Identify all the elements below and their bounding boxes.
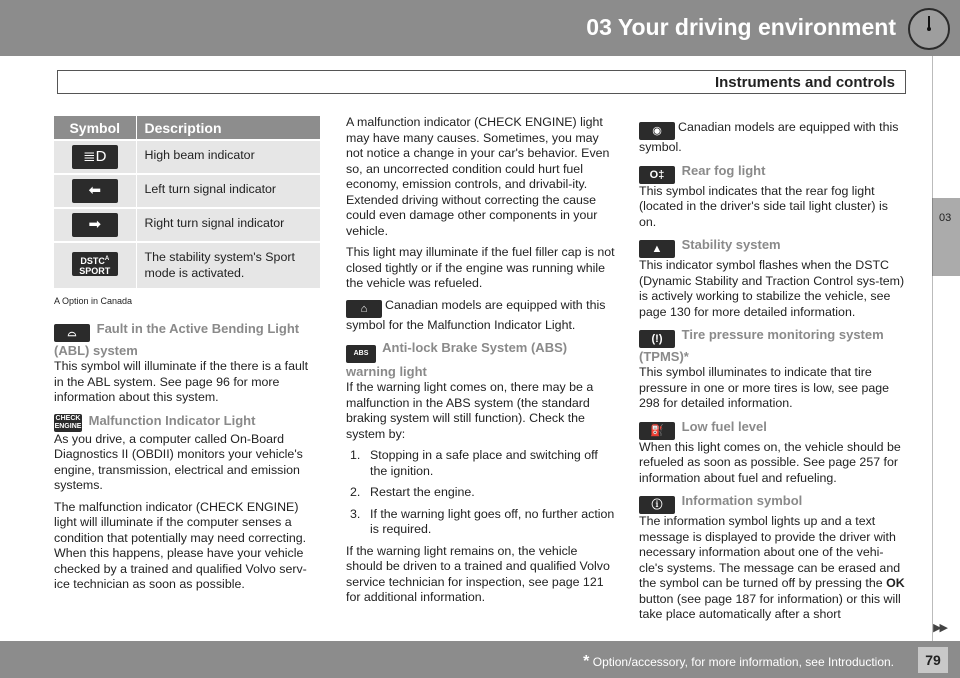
abl-heading-2: (ABL) system [54,343,138,358]
ok-button-label: OK [886,576,905,590]
mil-section [54,412,320,593]
check-engine-icon: CHECK ENGINE [54,414,82,430]
mil-heading: Malfunction Indicator Light [88,412,256,428]
page-number: 79 [918,647,948,673]
table-cell-description: Right turn signal indicator [136,208,320,242]
tpms-paragraph: This symbol illuminates to indicate that tire pressure in one or more tires is low, see page 298 for detailed information. [639,365,890,410]
stability-paragraph: This indicator symbol flashes when the DSTC (Dynamic Stability and Traction Control sys-tem) is actively working to stabilize the vehicle, see page 130 for more detailed information. [639,258,905,319]
table-cell-description: High beam indicator [136,140,320,174]
table-row [54,208,320,242]
active-bending-light-icon: ⌓ [54,324,90,342]
fog-paragraph: This symbol indicates that the rear fog light (located in the driver's side tail light cluster) is on. [639,183,888,229]
table-cell-description: Left turn signal indicator [136,174,320,208]
column-2 [346,115,616,612]
chapter-tab-label: 03 [939,212,952,224]
table-footnote: A Option in Canada [54,296,133,306]
abs-icon: ABS [346,345,376,363]
tpms-heading-2: (TPMS)* [639,349,689,364]
symbol-column-header: Symbol [54,116,136,140]
fuel-cap-paragraph: This light may illuminate if the fuel filler cap is not closed tightly or if the engine was running while the vehicle was refueled. [346,245,615,290]
abs-steps-list [346,448,616,538]
list-item: 2. Restart the engine. [350,485,475,499]
canadian-symbol-text: Canadian models are equipped with this symbol. [639,120,899,154]
speedometer-icon [908,8,950,50]
section-header [57,70,906,94]
abl-section [54,320,320,406]
list-item: 3. If the warning light goes off, no further action is required. [350,506,615,536]
fuel-paragraph: When this light comes on, the vehicle should be refueled as soon as possible. See page 257 for information about fuel and refueling. [639,439,901,485]
canadian-mil-text: Canadian models are equipped with this symbol for the Malfunction Indicator Light. [346,297,606,332]
abl-heading: Fault in the Active Bending Light [96,321,300,336]
info-paragraph: The information symbol lights up and a text message is displayed to provide the driver with necessary information about one of the vehi-cle's systems. The message can be erased and the symbol can be turned off by pressing the OK button (see page 187 for information) or this will take place automatically after a short [639,514,905,621]
engine-outline-icon: ⌂ [346,300,382,318]
dstc-sport-icon: $DSTC^A$ SPORT [72,252,118,276]
rear-fog-light-icon: O‡ [639,166,675,184]
fuel-heading: Low fuel level [681,418,767,434]
footer-note: * Option/accessory, for more information, see Introduction. [583,653,894,670]
abl-text: This symbol will illuminate if the there is a fault in the ABL system. See page 96 for more information about this system. [54,359,309,404]
mil-paragraph-2: The malfunction indicator (CHECK ENGINE) light will illuminate if the computer senses a condition that potentially may need correcting. When this happens, please have your vehicle checked by a trained and qualified Volvo serv-ice technician as soon as possible. [54,499,307,591]
table-row [54,242,320,288]
abs-paragraph: If the warning light comes on, there may be a malfunction in the ABS system (the standard braking system will still function). Check the system by: [346,380,594,441]
stability-triangle-icon: ▲ [639,240,675,258]
page-title: 03 Your driving environment [586,14,896,40]
mil-paragraph-3: A malfunction indicator (CHECK ENGINE) light may have many causes. Sometimes, you may not notice a change in your car's behavior. Even so, an uncorrected condition could hurt fuel economy, emission controls, and drivabil-ity. Extended driving without correcting the cause could even damage other components in your vehicle. [346,115,610,238]
header-band [0,0,960,56]
continue-arrows-icon: ▶▶ [933,622,946,634]
table-row [54,140,320,174]
description-column-header: Description [136,116,320,140]
left-turn-arrow-icon: ⬅ [72,179,118,203]
abs-heading-2: warning light [346,364,427,379]
gauge-needle-icon [910,10,948,48]
tpms-heading: Tire pressure monitoring system [681,327,884,342]
list-item: 1. Stopping in a safe place and switching off the ignition. [350,448,598,478]
right-turn-arrow-icon: ➡ [72,213,118,237]
abs-remains-paragraph: If the warning light remains on, the vehicle should be driven to a trained and qualified Volvo service technician for inspection, see page 121 for additional information. [346,543,610,604]
tire-pressure-icon: (!) [639,330,675,348]
section-title: Instruments and controls [714,74,895,91]
chapter-tab[interactable] [932,198,960,276]
table-row [54,174,320,208]
abs-heading: Anti-lock Brake System (ABS) [382,340,568,355]
symbol-table [54,116,320,288]
fog-heading: Rear fog light [681,162,766,178]
tab-rail [932,56,960,676]
info-heading: Information symbol [681,493,803,508]
footer-band [0,641,960,678]
mil-paragraph-1: As you drive, a computer called On-Board Diagnostics II (OBDII) monitors your vehicle's engine, transmission, electrical and emission systems. [54,431,303,492]
column-1 [54,116,320,599]
information-icon: ⓘ [639,496,675,514]
column-3 [639,120,907,629]
canadian-engine-icon: ◉ [639,122,675,140]
table-cell-description: The stability system's Sport mode is activated. [136,242,320,288]
high-beam-icon: ≣D [72,145,118,169]
stability-heading: Stability system [681,237,781,252]
fuel-pump-icon: ⛽ [639,422,675,440]
